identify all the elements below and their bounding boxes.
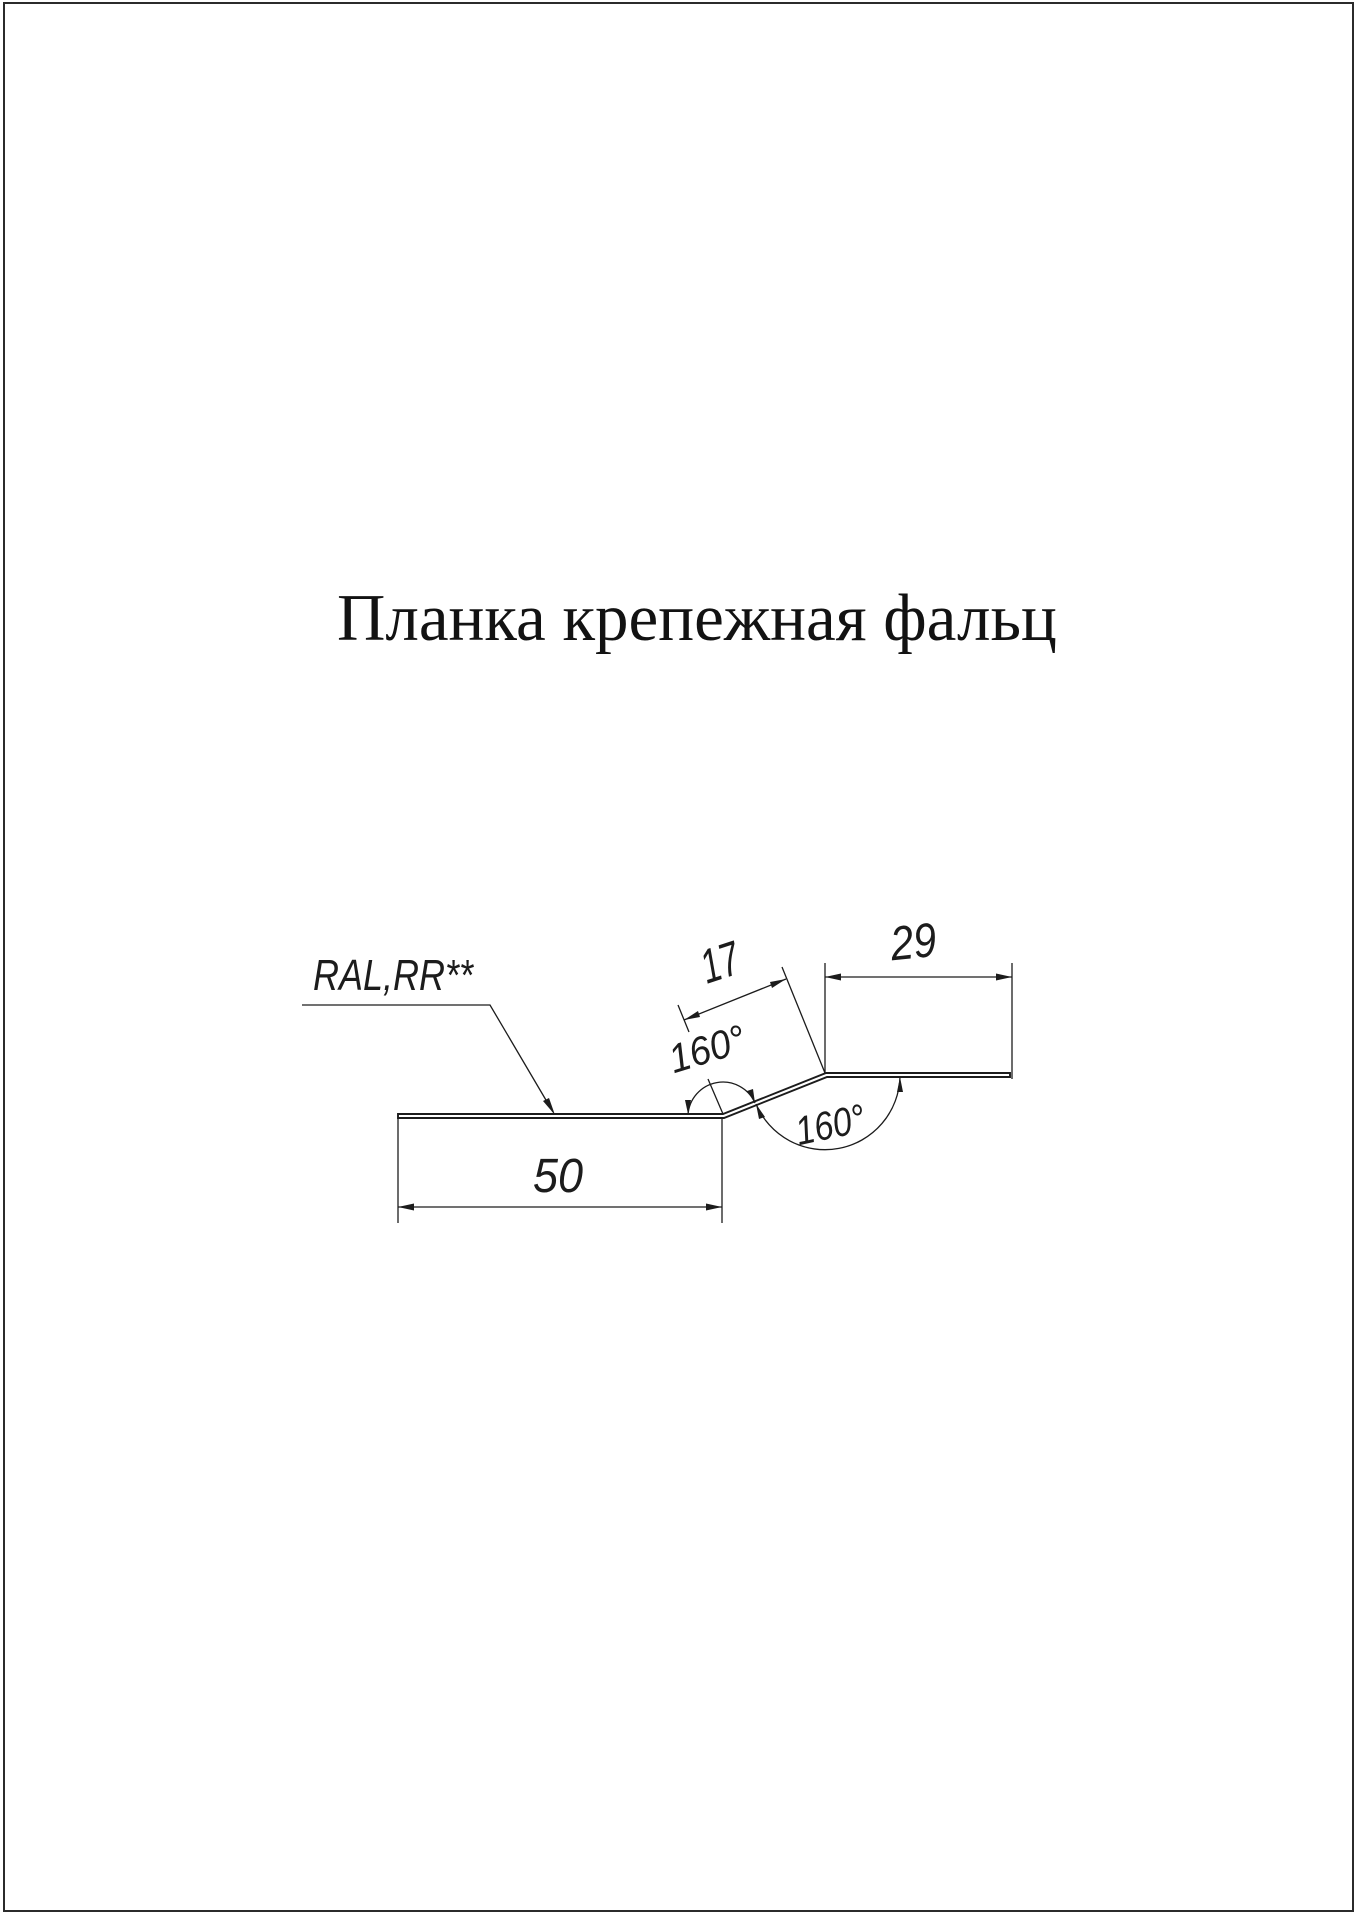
angle-lower-arrowhead-right <box>897 1077 903 1092</box>
dim-50-arrowhead-right <box>706 1204 722 1211</box>
dim-29-value: 29 <box>887 913 947 972</box>
angle-lower-arrowhead-left <box>756 1104 765 1119</box>
angle-lower-value: 160° <box>791 1093 882 1155</box>
dim-17-arrowhead-right <box>770 979 786 988</box>
dim-29-arrowhead-left <box>825 974 841 981</box>
material-label: RAL,RR** <box>313 951 475 1000</box>
dim-17-value: 17 <box>693 927 762 995</box>
angle-upper-arrowhead-right <box>747 1089 755 1103</box>
drawing-title: Планка крепежная фальц <box>337 581 1057 655</box>
angle-upper-value: 160° <box>663 1015 756 1083</box>
dim-29-arrowhead-right <box>996 974 1012 981</box>
dim-17-extension-right <box>782 967 825 1073</box>
dim-17-arrowhead-left <box>684 1011 700 1020</box>
dim-50-arrowhead-left <box>398 1204 414 1211</box>
profile-outline <box>398 1073 1010 1118</box>
dim-50-value: 50 <box>533 1150 584 1203</box>
material-leader-line <box>302 1005 553 1112</box>
material-leader-arrowhead <box>543 1098 555 1115</box>
angle-upper-arrowhead-left <box>685 1100 691 1114</box>
